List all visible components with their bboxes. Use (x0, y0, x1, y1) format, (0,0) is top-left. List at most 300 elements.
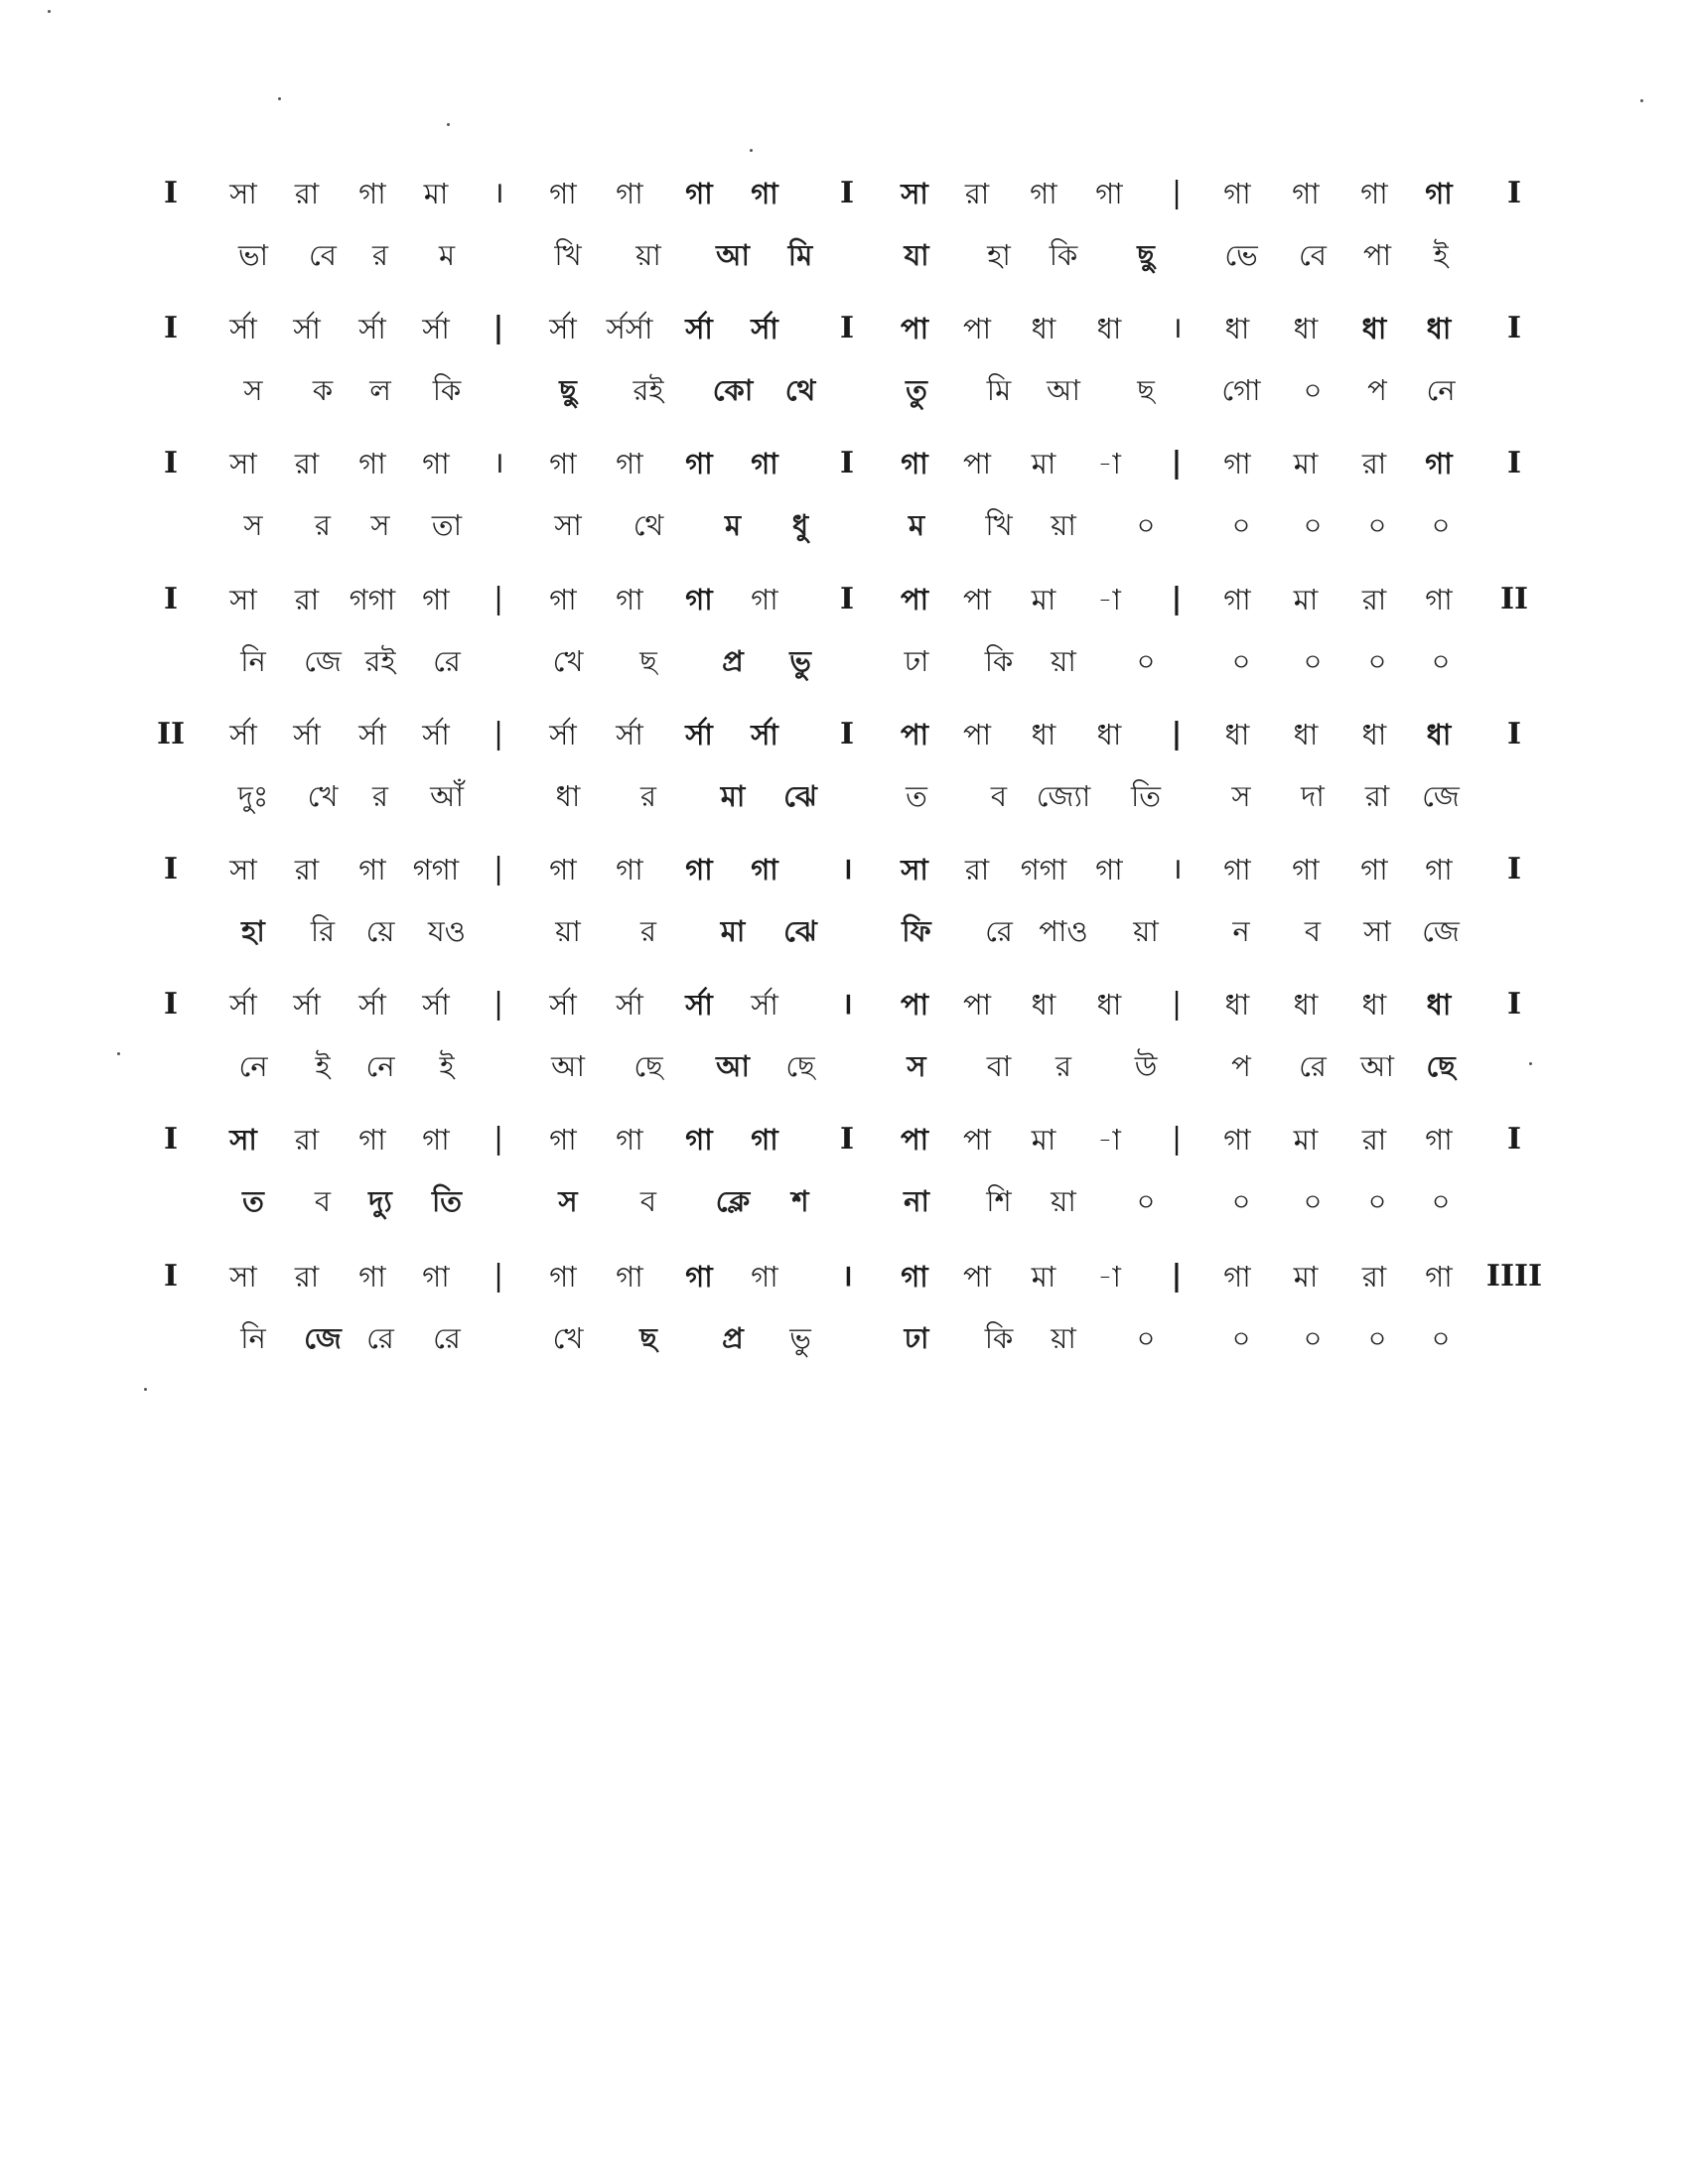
swara-note: গা (549, 853, 577, 887)
lyric-syllable: রে (433, 644, 461, 678)
lyric-syllable: ছু (559, 373, 577, 407)
lyric-row (0, 1308, 1688, 1368)
lyric-syllable: ভু (789, 1321, 811, 1355)
lyric-syllable: র (372, 779, 388, 813)
lyric-syllable: ঢা (904, 1321, 929, 1355)
swara-note: পা (962, 988, 992, 1022)
lyric-syllable: ০ (1231, 1184, 1251, 1218)
lyric-syllable: খে (552, 1321, 584, 1355)
swara-note: গা (1223, 853, 1251, 887)
swara-note: সা (229, 447, 257, 480)
lyric-syllable: তি (431, 1184, 463, 1218)
swara-note: গা (1292, 177, 1320, 210)
swara-note: গা (549, 447, 577, 480)
swara-note: গা (358, 853, 386, 887)
lyric-syllable: র (315, 508, 331, 542)
scan-speck (48, 10, 51, 13)
lyric-syllable: আ (551, 1049, 585, 1083)
lyric-row (0, 225, 1688, 285)
lyric-syllable: ছে (785, 1049, 815, 1083)
swara-note: ধা (1293, 312, 1319, 345)
swara-note: পা (962, 1260, 992, 1294)
lyric-syllable: ০ (1431, 644, 1451, 678)
bar-line: | (492, 582, 504, 616)
lyric-syllable: নে (1426, 373, 1456, 407)
swara-note: গা (358, 177, 386, 210)
lyric-syllable: না (904, 1184, 929, 1218)
swara-note: রা (294, 1260, 320, 1294)
swara-note: র্সা (422, 988, 450, 1022)
lyric-syllable: জে (1422, 779, 1460, 813)
lyric-syllable: রা (1364, 779, 1390, 813)
lyric-syllable: ০ (1431, 1184, 1451, 1218)
lyric-syllable: য়ে (365, 914, 395, 948)
bar-line: | (492, 717, 504, 751)
swara-note: ধা (1224, 718, 1250, 751)
lyric-syllable: য়া (635, 238, 661, 272)
bar-line: II (1499, 582, 1529, 616)
lyric-syllable: আ (716, 238, 750, 272)
lyric-syllable: ব (990, 779, 1008, 813)
swara-note: র্সা (685, 988, 713, 1022)
swara-note: রা (1361, 447, 1387, 480)
lyric-syllable: মি (986, 373, 1012, 407)
lyric-syllable: ০ (1367, 1184, 1387, 1218)
scan-speck (447, 123, 450, 126)
swara-note: রা (294, 583, 320, 616)
lyric-row (0, 1036, 1688, 1096)
swara-row (0, 1247, 1688, 1306)
lyric-syllable: যও (427, 914, 467, 948)
lyric-syllable: ব (314, 1184, 332, 1218)
lyric-syllable: ফি (902, 914, 931, 948)
swara-note: মা (1293, 1260, 1319, 1294)
lyric-syllable: পাও (1039, 914, 1088, 948)
swara-note: মা (1293, 447, 1319, 480)
lyric-syllable: ০ (1231, 644, 1251, 678)
lyric-syllable: ছ (1137, 373, 1155, 407)
swara-note: র্সা (751, 988, 778, 1022)
lyric-syllable: র (640, 779, 656, 813)
swara-note: গা (685, 177, 713, 210)
bar-line: । (492, 446, 504, 480)
swara-note: ধা (1031, 718, 1056, 751)
lyric-syllable: ছু (1137, 238, 1155, 272)
lyric-syllable: প্র (722, 644, 744, 678)
swara-note: র্সর্সা (606, 312, 653, 345)
swara-note: গা (1292, 853, 1320, 887)
swara-note: সা (229, 177, 257, 210)
lyric-syllable: নি (240, 1321, 266, 1355)
swara-note: গা (422, 447, 450, 480)
bar-line: | (492, 311, 504, 345)
swara-note: সা (901, 177, 928, 210)
lyric-syllable: য়া (1051, 1321, 1076, 1355)
swara-note: র্সা (229, 988, 257, 1022)
lyric-row (0, 360, 1688, 420)
lyric-syllable: রে (366, 1321, 394, 1355)
swara-note: ধা (1361, 718, 1387, 751)
lyric-syllable: জে (304, 644, 342, 678)
swara-note: গা (1360, 177, 1388, 210)
swara-note: পা (962, 312, 992, 345)
swara-note: পা (900, 583, 929, 616)
lyric-syllable: ই (439, 1049, 455, 1083)
lyric-syllable: ০ (1136, 644, 1156, 678)
swara-note: র্সা (549, 718, 577, 751)
lyric-syllable: জে (1422, 914, 1460, 948)
lyric-row (0, 766, 1688, 826)
lyric-syllable: গো (1221, 373, 1261, 407)
lyric-syllable: ম (908, 508, 925, 542)
lyric-syllable: ভু (789, 644, 811, 678)
lyric-syllable: ত (906, 779, 927, 813)
bar-line: | (492, 1122, 504, 1157)
swara-note: গা (616, 583, 643, 616)
lyric-syllable: ০ (1367, 508, 1387, 542)
swara-note: পা (900, 312, 929, 345)
swara-note: রা (294, 177, 320, 210)
swara-note: পা (900, 1123, 929, 1157)
lyric-row (0, 1171, 1688, 1231)
bar-line: IIII (1485, 1259, 1543, 1294)
swara-note: র্সা (293, 312, 321, 345)
lyric-syllable: ছ (639, 644, 657, 678)
swara-note: ধা (1293, 988, 1319, 1022)
swara-note: মা (423, 177, 449, 210)
lyric-syllable: য়া (1051, 644, 1076, 678)
swara-note: ধা (1224, 312, 1250, 345)
swara-note: গা (901, 447, 928, 480)
swara-note: মা (1031, 1260, 1056, 1294)
scan-speck (1640, 99, 1643, 102)
lyric-row (0, 495, 1688, 555)
lyric-syllable: উ (1134, 1049, 1158, 1083)
bar-line: | (1171, 1259, 1183, 1294)
lyric-syllable: কো (712, 373, 754, 407)
lyric-syllable: যা (904, 238, 929, 272)
swara-note: ধা (1096, 988, 1122, 1022)
swara-row (0, 705, 1688, 764)
swara-note: গা (1030, 177, 1057, 210)
swara-note: সা (229, 583, 257, 616)
bar-line: I (839, 311, 855, 345)
scan-speck (1529, 1062, 1532, 1065)
lyric-syllable: ধা (555, 779, 581, 813)
swara-note: র্সা (422, 312, 450, 345)
lyric-syllable: স (1231, 779, 1251, 813)
bar-line: II (156, 717, 186, 751)
bar-line: । (1171, 852, 1183, 887)
lyric-syllable: ০ (1136, 508, 1156, 542)
lyric-syllable: ০ (1231, 508, 1251, 542)
lyric-syllable: থে (633, 508, 664, 542)
swara-note: -া (1097, 447, 1121, 480)
scan-speck (750, 149, 753, 152)
lyric-syllable: বে (309, 238, 337, 272)
swara-note: র্সা (685, 718, 713, 751)
swara-note: গা (1223, 583, 1251, 616)
swara-note: র্সা (293, 988, 321, 1022)
lyric-syllable: হা (241, 914, 265, 948)
swara-note: গা (616, 1260, 643, 1294)
scan-speck (144, 1388, 147, 1391)
swara-note: গা (1223, 447, 1251, 480)
swara-note: ধা (1031, 988, 1056, 1022)
lyric-syllable: মা (720, 914, 746, 948)
lyric-syllable: ছে (1426, 1049, 1456, 1083)
lyric-syllable: ম (724, 508, 742, 542)
lyric-syllable: ঢা (904, 644, 929, 678)
scan-speck (117, 1052, 120, 1055)
swara-note: গা (549, 1123, 577, 1157)
swara-note: গা (549, 177, 577, 210)
swara-note: র্সা (358, 988, 386, 1022)
lyric-syllable: ছ (639, 1321, 657, 1355)
swara-note: গা (685, 853, 713, 887)
swara-note: গা (422, 583, 450, 616)
swara-note: মা (1031, 1123, 1056, 1157)
lyric-syllable: কি (984, 1321, 1014, 1355)
bar-line: | (1171, 176, 1183, 210)
lyric-syllable: নে (365, 1049, 395, 1083)
lyric-syllable: য়া (1051, 1184, 1076, 1218)
lyric-syllable: রে (433, 1321, 461, 1355)
bar-line: । (841, 987, 853, 1022)
lyric-syllable: ০ (1367, 1321, 1387, 1355)
swara-note: -া (1097, 1260, 1121, 1294)
swara-note: গা (751, 447, 778, 480)
bar-line: | (1171, 1122, 1183, 1157)
bar-line: । (841, 852, 853, 887)
swara-row (0, 1110, 1688, 1169)
swara-note: গা (1425, 1123, 1453, 1157)
bar-line: I (163, 582, 179, 616)
lyric-syllable: ল (369, 373, 391, 407)
lyric-syllable: প (1367, 373, 1387, 407)
swara-note: গা (616, 177, 643, 210)
lyric-syllable: পা (1362, 238, 1392, 272)
swara-note: র্সা (685, 312, 713, 345)
swara-note: রা (294, 1123, 320, 1157)
swara-note: গা (549, 583, 577, 616)
swara-note: গা (1223, 177, 1251, 210)
bar-line: I (163, 311, 179, 345)
bar-line: । (841, 1259, 853, 1294)
lyric-syllable: ব (639, 1184, 657, 1218)
lyric-syllable: ক্লে (715, 1184, 751, 1218)
swara-note: র্সা (616, 988, 643, 1022)
lyric-syllable: য়া (1051, 508, 1076, 542)
bar-line: I (839, 1122, 855, 1157)
swara-note: ধা (1031, 312, 1056, 345)
swara-note: গা (1425, 177, 1453, 210)
swara-note: সা (229, 1260, 257, 1294)
lyric-syllable: ঝে (783, 914, 817, 948)
swara-note: পা (962, 583, 992, 616)
bar-line: I (1506, 987, 1522, 1022)
lyric-syllable: আ (716, 1049, 750, 1083)
swara-note: ধা (1426, 988, 1452, 1022)
bar-line: | (1171, 582, 1183, 616)
swara-note: গা (1095, 853, 1123, 887)
swara-note: গা (1223, 1123, 1251, 1157)
lyric-syllable: তু (906, 373, 927, 407)
bar-line: । (1171, 311, 1183, 345)
swara-note: র্সা (751, 718, 778, 751)
swara-note: রা (294, 853, 320, 887)
lyric-syllable: ০ (1231, 1321, 1251, 1355)
lyric-syllable: খি (985, 508, 1013, 542)
lyric-syllable: হা (987, 238, 1011, 272)
swara-note: পা (962, 1123, 992, 1157)
lyric-syllable: রি (310, 914, 336, 948)
swara-note: ধা (1426, 312, 1452, 345)
lyric-syllable: ম (438, 238, 456, 272)
lyric-syllable: ০ (1303, 644, 1323, 678)
lyric-syllable: আ (1360, 1049, 1394, 1083)
swara-note: গা (901, 1260, 928, 1294)
lyric-syllable: শ (791, 1184, 809, 1218)
swara-note: গা (422, 1260, 450, 1294)
lyric-syllable: ০ (1431, 508, 1451, 542)
swara-note: ধা (1224, 988, 1250, 1022)
swara-note: র্সা (229, 718, 257, 751)
swara-note: গা (616, 853, 643, 887)
swara-note: গা (549, 1260, 577, 1294)
lyric-syllable: কি (432, 373, 462, 407)
swara-note: গা (616, 1123, 643, 1157)
lyric-syllable: সা (1363, 914, 1391, 948)
swara-note: গা (358, 1123, 386, 1157)
lyric-syllable: য়া (1133, 914, 1159, 948)
swara-note: রা (294, 447, 320, 480)
swara-note: গা (358, 1260, 386, 1294)
swara-note: র্সা (293, 718, 321, 751)
lyric-syllable: ০ (1136, 1321, 1156, 1355)
swara-note: মা (1031, 447, 1056, 480)
swara-note: ধা (1096, 718, 1122, 751)
bar-line: I (1506, 852, 1522, 887)
lyric-syllable: ত (242, 1184, 264, 1218)
swara-note: পা (900, 988, 929, 1022)
swara-note: গা (1223, 1260, 1251, 1294)
lyric-syllable: আ (1047, 373, 1080, 407)
swara-note: গা (616, 447, 643, 480)
lyric-syllable: রই (633, 373, 664, 407)
lyric-syllable: তি (1130, 779, 1162, 813)
swara-note: গগা (1020, 853, 1067, 887)
lyric-syllable: জে (304, 1321, 342, 1355)
lyric-syllable: শি (986, 1184, 1012, 1218)
bar-line: I (163, 987, 179, 1022)
swara-note: ধা (1293, 718, 1319, 751)
lyric-syllable: র (640, 914, 656, 948)
lyric-syllable: স (907, 1049, 926, 1083)
lyric-syllable: ব (1304, 914, 1322, 948)
swara-note: গা (685, 583, 713, 616)
bar-line: | (1171, 446, 1183, 480)
swara-note: সা (901, 853, 928, 887)
swara-note: গা (751, 1123, 778, 1157)
lyric-syllable: র (1055, 1049, 1071, 1083)
swara-note: গা (1425, 447, 1453, 480)
swara-note: গগা (412, 853, 460, 887)
lyric-syllable: থে (784, 373, 816, 407)
swara-note: র্সা (616, 718, 643, 751)
swara-note: রা (1361, 583, 1387, 616)
lyric-syllable: ০ (1303, 508, 1323, 542)
lyric-syllable: স (243, 508, 263, 542)
swara-note: ধা (1426, 718, 1452, 751)
swara-note: রা (964, 177, 990, 210)
swara-note: গা (358, 447, 386, 480)
bar-line: I (163, 852, 179, 887)
lyric-syllable: ০ (1303, 373, 1323, 407)
swara-note: ধা (1361, 988, 1387, 1022)
lyric-syllable: দুঃ (237, 779, 269, 813)
swara-note: -া (1097, 1123, 1121, 1157)
lyric-syllable: খে (307, 779, 339, 813)
swara-note: র্সা (358, 312, 386, 345)
swara-note: রা (964, 853, 990, 887)
lyric-syllable: জ্যো (1036, 779, 1091, 813)
swara-note: গা (1425, 853, 1453, 887)
bar-line: I (1506, 1122, 1522, 1157)
swara-note: পা (962, 447, 992, 480)
lyric-syllable: ক (312, 373, 334, 407)
swara-note: র্সা (751, 312, 778, 345)
swara-note: মা (1293, 1123, 1319, 1157)
swara-note: সা (229, 1123, 257, 1157)
swara-note: র্সা (549, 988, 577, 1022)
lyric-syllable: কি (984, 644, 1014, 678)
bar-line: I (163, 176, 179, 210)
lyric-syllable: নি (240, 644, 266, 678)
lyric-syllable: প্র (722, 1321, 744, 1355)
bar-line: I (839, 582, 855, 616)
lyric-syllable: ঝে (783, 779, 817, 813)
swara-note: ধা (1361, 312, 1387, 345)
lyric-syllable: খে (552, 644, 584, 678)
bar-line: | (1171, 987, 1183, 1022)
lyric-syllable: প (1231, 1049, 1251, 1083)
swara-note: র্সা (229, 312, 257, 345)
swara-note: পা (900, 718, 929, 751)
swara-note: গা (422, 1123, 450, 1157)
lyric-syllable: রে (985, 914, 1013, 948)
lyric-syllable: ই (315, 1049, 331, 1083)
swara-row (0, 975, 1688, 1034)
lyric-syllable: বে (1299, 238, 1327, 272)
lyric-syllable: ০ (1136, 1184, 1156, 1218)
lyric-syllable: মা (720, 779, 746, 813)
bar-line: I (1506, 446, 1522, 480)
swara-note: র্সা (358, 718, 386, 751)
lyric-syllable: য়া (555, 914, 581, 948)
swara-row (0, 299, 1688, 358)
swara-row (0, 164, 1688, 223)
lyric-syllable: স (370, 508, 390, 542)
lyric-row (0, 901, 1688, 961)
lyric-syllable: আঁ (430, 779, 464, 813)
scan-speck (278, 97, 281, 100)
lyric-syllable: দা (1301, 779, 1325, 813)
bar-line: I (839, 717, 855, 751)
lyric-syllable: ভা (237, 238, 269, 272)
bar-line: I (163, 1259, 179, 1294)
lyric-syllable: ০ (1303, 1184, 1323, 1218)
